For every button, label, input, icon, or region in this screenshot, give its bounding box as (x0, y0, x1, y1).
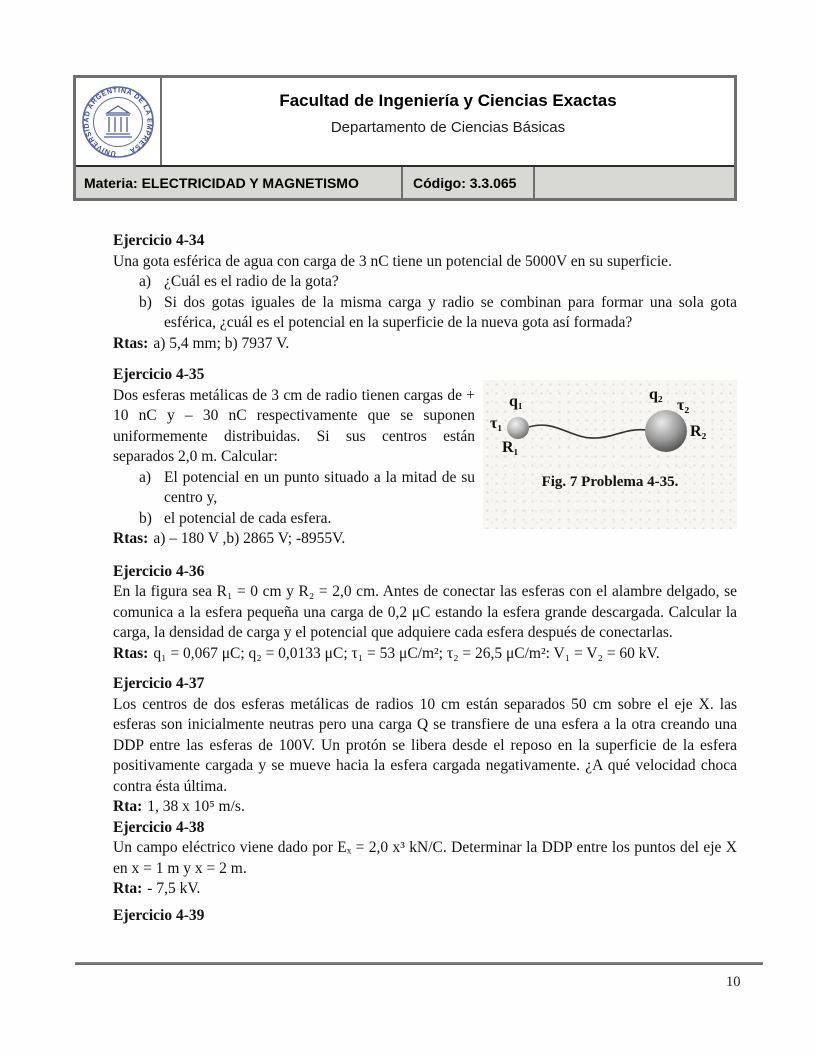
answer-text: q₁ = 0,067 μC; q₂ = 0,0133 μC; τ₁ = 53 μC/m²; τ₂ = 26,5 μC/m²: V₁ = V₂ = 60 kV. (153, 644, 660, 662)
header-bottom-row (76, 165, 734, 198)
exercise-intro: Dos esferas metálicas de 3 cm de radio tienen cargas de + 10 nC y – 30 nC respectivamente que se suponen uniformemente distribuidas. Si sus centros están separados 2,0 m. Calcular: (113, 386, 475, 465)
empty-cell (535, 167, 734, 198)
list-item-b (139, 293, 737, 334)
faculty-title: Facultad de Ingeniería y Ciencias Exactas (279, 91, 617, 110)
item-marker: a) (139, 273, 152, 290)
page-number: 10 (726, 974, 741, 990)
list-item-b (139, 509, 475, 530)
logo-cell (76, 78, 162, 165)
answer-label: Rtas: (113, 644, 149, 662)
department-subtitle: Departamento de Ciencias Básicas (330, 119, 566, 136)
exercise-4-36 (113, 562, 737, 665)
exercise-title: Ejercicio 4-38 (113, 818, 205, 836)
exercise-4-38 (113, 818, 737, 900)
exercise-title: Ejercicio 4-36 (113, 562, 205, 580)
item-text: El potencial en un punto situado a la mitad de su centro y, (164, 468, 475, 506)
exercise-4-35 (113, 365, 737, 550)
label-q2: q₂ (649, 385, 663, 403)
two-spheres-figure (483, 382, 737, 464)
item-text: ¿Cuál es el radio de la gota? (164, 273, 339, 290)
answer-line (113, 529, 737, 550)
header-top-row (76, 78, 734, 165)
codigo-cell: Código: 3.3.065 (403, 167, 535, 198)
exercise-title: Ejercicio 4-35 (113, 366, 205, 383)
materia-cell: Materia: ELECTRICIDAD Y MAGNETISMO (76, 167, 403, 198)
answer-line (113, 334, 737, 355)
exercise-4-35-text-column (113, 386, 475, 530)
exercise-intro: Los centros de dos esferas metálicas de radios 10 cm están separados 50 cm sobre el eje X. las esferas son inicialmente neutras pero una carga Q se transfiere de una esfera a la otra creando una DDP entre las esferas de 100V. Un protón se libera desde el reposo en la superficie de la esfera positivamente cargada y se mueve hacia la esfera cargada negativamente. ¿A qué velocidad choca contra ésta última. (113, 695, 737, 795)
label-q1: q₁ (509, 392, 523, 410)
answer-text: 1, 38 x 10⁵ m/s. (147, 798, 245, 815)
list-item-a (139, 272, 737, 293)
answer-line (113, 879, 737, 900)
answer-text: - 7,5 kV. (147, 880, 201, 897)
answer-label: Rtas: (113, 530, 149, 547)
item-marker: b) (139, 293, 152, 311)
answer-label: Rtas: (113, 334, 149, 352)
exercise-intro: Una gota esférica de agua con carga de 3 nC tiene un potencial de 5000V en su superficie. (113, 252, 672, 270)
answer-line (113, 644, 737, 665)
exercise-4-34 (113, 231, 737, 354)
exercise-title: Ejercicio 4-34 (113, 232, 205, 249)
exercise-4-35-row (113, 386, 737, 530)
logo-ring-text: UNIVERSIDAD ARGENTINA DE LA EMPRESA (83, 86, 153, 157)
header-table (73, 75, 737, 201)
exercise-4-39 (113, 906, 737, 927)
answer-label: Rta: (113, 880, 143, 897)
footer-rule (75, 962, 763, 965)
exercise-intro: Un campo eléctrico viene dado por Eₓ = 2,0 x³ kN/C. Determinar la DDP entre los puntos del eje X en x = 1 m y x = 2 m. (113, 839, 737, 877)
figure-caption: Fig. 7 Problema 4-35. (541, 473, 679, 490)
label-tau1: τ₁ (490, 414, 503, 432)
label-tau2: τ₂ (677, 396, 690, 414)
label-r1: R₁ (502, 438, 519, 456)
item-marker: b) (139, 509, 152, 527)
exercises-content (113, 231, 737, 926)
header-title-cell (162, 78, 734, 165)
answer-text: a) 5,4 mm; b) 7937 V. (153, 334, 290, 352)
item-text: Si dos gotas iguales de la misma carga y radio se combinan para formar una sola gota esférica, ¿cuál es el potencial en la superficie de la nueva gota así formada? (164, 293, 737, 331)
exercise-title: Ejercicio 4-39 (113, 906, 205, 924)
answer-line (113, 797, 737, 818)
exercise-4-37 (113, 674, 737, 818)
label-r2: R₂ (690, 422, 707, 440)
exercise-title: Ejercicio 4-37 (113, 675, 205, 692)
item-marker: a) (139, 468, 152, 486)
figure-problema-4-35 (483, 380, 737, 530)
small-sphere (507, 417, 529, 439)
university-seal-logo (80, 82, 156, 162)
item-text: el potencial de cada esfera. (164, 509, 332, 527)
answer-label: Rta: (113, 798, 143, 815)
exercise-intro: En la figura sea R₁ = 0 cm y R₂ = 2,0 cm. Antes de conectar las esferas con el alambre delgado, se comunica a la esfera pequeña una carga de 0,2 μC estando la esfera grande descargada. Calcular la carga, la densidad de carga y el potencial que adquiere cada esfera después de conectarlas. (113, 583, 737, 641)
answer-text: a) – 180 V ,b) 2865 V; -8955V. (153, 530, 346, 547)
list-item-a (139, 468, 475, 509)
large-sphere (645, 410, 687, 452)
